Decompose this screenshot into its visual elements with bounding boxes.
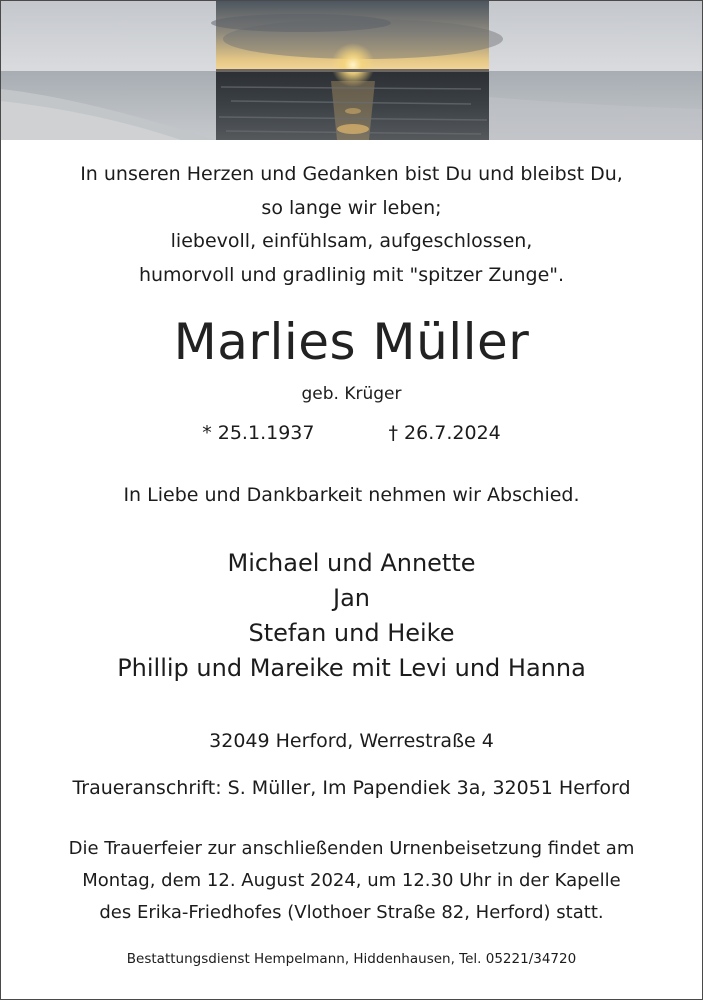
intro-line: so lange wir leben; bbox=[261, 196, 442, 219]
mourning-address: Traueranschrift: S. Müller, Im Papendiek 3a, 32051 Herford bbox=[72, 777, 631, 799]
intro-line: humorvoll und gradlinig mit "spitzer Zunge". bbox=[138, 263, 565, 286]
ceremony-line: Die Trauerfeier zur anschließenden Urnenbeisetzung findet am bbox=[68, 838, 635, 859]
life-dates bbox=[1, 419, 702, 447]
home-address: 32049 Herford, Werrestraße 4 bbox=[209, 730, 494, 752]
family-names bbox=[1, 546, 702, 686]
undertaker-info: Bestattungsdienst Hempelmann, Hiddenhausen, Tel. 05221/34720 bbox=[126, 951, 577, 967]
deceased-name: Marlies Müller bbox=[173, 313, 530, 371]
ceremony-line: des Erika-Friedhofes (Vlothoer Straße 82, Herford) statt. bbox=[99, 902, 604, 923]
sunset-sea-photo-icon bbox=[1, 1, 702, 140]
ceremony-info bbox=[1, 833, 702, 929]
ceremony-line: Montag, dem 12. August 2024, um 12.30 Uhr in der Kapelle bbox=[82, 870, 621, 891]
intro-verse bbox=[1, 158, 702, 292]
family-line: Stefan und Heike bbox=[248, 619, 455, 647]
death-date: † 26.7.2024 bbox=[388, 422, 501, 444]
family-line: Jan bbox=[333, 584, 370, 612]
intro-line: In unseren Herzen und Gedanken bist Du und bleibst Du, bbox=[80, 163, 623, 185]
birth-date: * 25.1.1937 bbox=[202, 422, 315, 444]
maiden-name: geb. Krüger bbox=[301, 384, 402, 404]
header-photo bbox=[1, 1, 702, 140]
farewell-text: In Liebe und Dankbarkeit nehmen wir Abschied. bbox=[123, 484, 580, 506]
family-line: Phillip und Mareike mit Levi und Hanna bbox=[117, 654, 586, 682]
intro-line: liebevoll, einfühlsam, aufgeschlossen, bbox=[170, 230, 533, 252]
family-line: Michael und Annette bbox=[227, 549, 476, 577]
